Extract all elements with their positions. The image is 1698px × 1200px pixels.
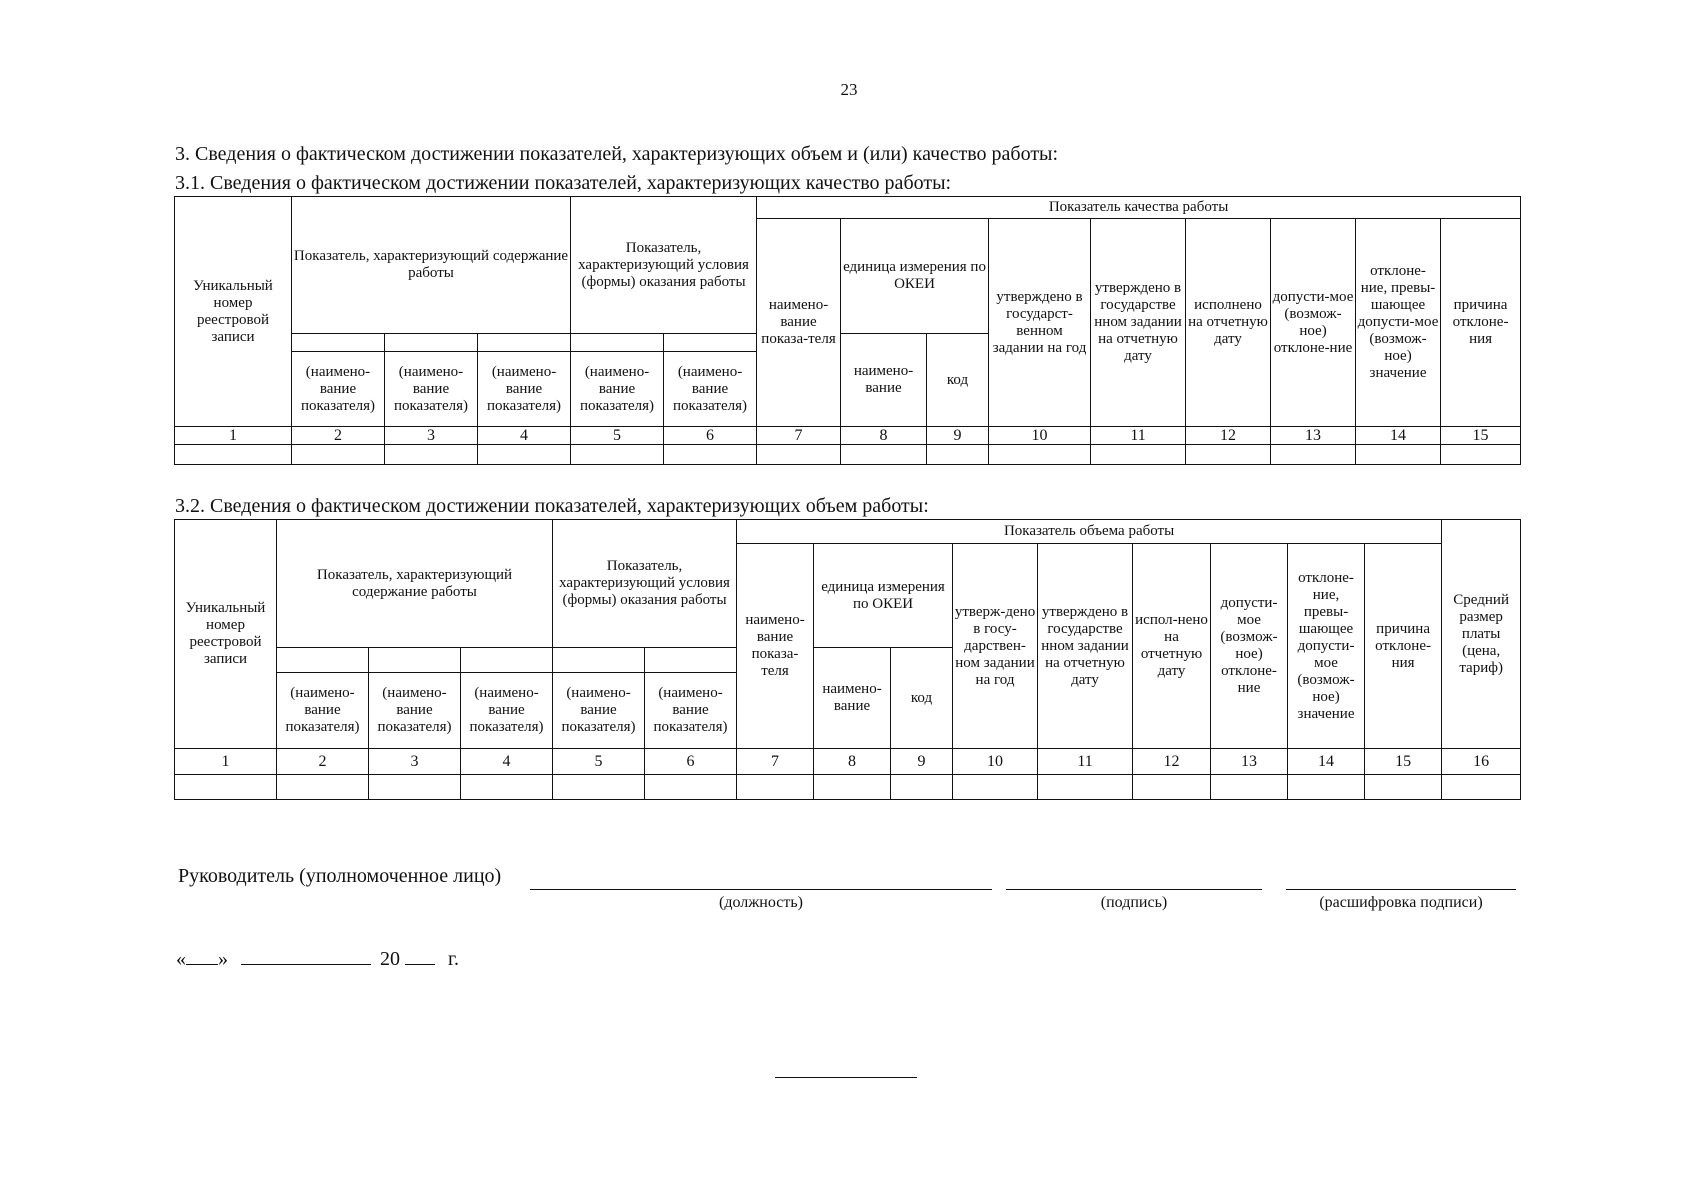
unit-code-header: код	[891, 648, 953, 749]
subindicator-label: (наимено-вание показателя)	[461, 673, 553, 749]
subindicator-label: (наимено-вание показателя)	[292, 352, 385, 427]
column-number: 1	[175, 427, 292, 445]
data-cell[interactable]	[1091, 445, 1186, 465]
average-price-header: Средний размер платы (цена, тариф)	[1442, 520, 1521, 749]
allowed-deviation-header: допусти-мое (возмож-ное) отклоне-ние	[1211, 544, 1288, 749]
year-field[interactable]	[405, 948, 435, 965]
column-number: 4	[478, 427, 571, 445]
blank-cell	[645, 648, 737, 673]
blank-cell	[478, 334, 571, 352]
column-number: 15	[1365, 749, 1442, 775]
column-number: 12	[1133, 749, 1211, 775]
column-number: 3	[369, 749, 461, 775]
signature-caption: (подпись)	[1100, 894, 1168, 911]
unit-okei-header: единица измерения по ОКЕИ	[841, 219, 989, 334]
subindicator-label: (наимено-вание показателя)	[571, 352, 664, 427]
data-cell[interactable]	[369, 775, 461, 800]
data-cell[interactable]	[664, 445, 757, 465]
column-number: 8	[841, 427, 927, 445]
column-number: 11	[1091, 427, 1186, 445]
unit-name-header: наимено-вание	[841, 334, 927, 427]
data-cell[interactable]	[571, 445, 664, 465]
done-header: испол-нено на отчетную дату	[1133, 544, 1211, 749]
column-number: 9	[927, 427, 989, 445]
blank-cell	[369, 648, 461, 673]
blank-cell	[553, 648, 645, 673]
done-header: исполнено на отчетную дату	[1186, 219, 1271, 427]
day-field[interactable]	[186, 948, 218, 965]
subindicator-label: (наимено-вание показателя)	[385, 352, 478, 427]
data-cell[interactable]	[891, 775, 953, 800]
subindicator-label: (наимено-вание показателя)	[664, 352, 757, 427]
column-number: 13	[1271, 427, 1356, 445]
reason-header: причина отклоне-ния	[1365, 544, 1442, 749]
column-number: 1	[175, 749, 277, 775]
data-cell[interactable]	[175, 775, 277, 800]
data-cell[interactable]	[1365, 775, 1442, 800]
blank-cell	[571, 334, 664, 352]
position-caption: (должность)	[719, 894, 803, 911]
subindicator-label: (наимено-вание показателя)	[645, 673, 737, 749]
data-cell[interactable]	[1133, 775, 1211, 800]
open-quote: «	[176, 948, 186, 970]
column-number: 12	[1186, 427, 1271, 445]
data-cell[interactable]	[1442, 775, 1521, 800]
close-quote: »	[218, 948, 228, 970]
position-line[interactable]	[530, 889, 992, 890]
decode-line[interactable]	[1286, 889, 1516, 890]
volume-table	[174, 519, 1521, 800]
data-cell[interactable]	[1038, 775, 1133, 800]
subindicator-label: (наимено-вание показателя)	[369, 673, 461, 749]
signature-label: Руководитель (уполномоченное лицо)	[178, 865, 502, 887]
subindicator-label: (наимено-вание показателя)	[553, 673, 645, 749]
column-number: 8	[814, 749, 891, 775]
allowed-deviation-header: допусти-мое (возмож-ное) отклоне-ние	[1271, 219, 1356, 427]
column-number: 11	[1038, 749, 1133, 775]
unit-okei-header: единица измерения по ОКЕИ	[814, 544, 953, 648]
column-number: 10	[989, 427, 1091, 445]
exceed-deviation-header: отклоне-ние, превы-шающее допусти-мое (возмож-ное) значение	[1356, 219, 1441, 427]
column-number: 7	[737, 749, 814, 775]
conditions-indicator-header: Показатель, характеризующий условия (формы) оказания работы	[571, 197, 757, 334]
indicator-name-header: наимено-вание показа-теля	[737, 544, 814, 749]
column-number: 14	[1288, 749, 1365, 775]
blank-cell	[277, 648, 369, 673]
data-cell[interactable]	[841, 445, 927, 465]
page-number: 23	[840, 80, 858, 99]
reason-header: причина отклоне-ния	[1441, 219, 1521, 427]
quality-table	[174, 196, 1521, 465]
subindicator-label: (наимено-вание показателя)	[277, 673, 369, 749]
column-number: 15	[1441, 427, 1521, 445]
data-cell[interactable]	[1288, 775, 1365, 800]
data-cell[interactable]	[478, 445, 571, 465]
blank-cell	[385, 334, 478, 352]
data-cell[interactable]	[277, 775, 369, 800]
column-number: 14	[1356, 427, 1441, 445]
column-number: 7	[757, 427, 841, 445]
data-cell[interactable]	[292, 445, 385, 465]
date-line	[176, 948, 459, 971]
data-cell[interactable]	[645, 775, 737, 800]
volume-indicator-header: Показатель объема работы	[737, 520, 1442, 544]
data-cell[interactable]	[927, 445, 989, 465]
column-number: 5	[553, 749, 645, 775]
data-cell[interactable]	[953, 775, 1038, 800]
column-number: 16	[1442, 749, 1521, 775]
data-cell[interactable]	[1186, 445, 1271, 465]
approved-year-header: утверждено в государст-венном задании на год	[989, 219, 1091, 427]
data-cell[interactable]	[1441, 445, 1521, 465]
column-number: 6	[664, 427, 757, 445]
approved-date-header: утверждено в государстве нном задании на отчетную дату	[1038, 544, 1133, 749]
year-suffix: г.	[448, 948, 459, 970]
data-cell[interactable]	[1271, 445, 1356, 465]
signature-line[interactable]	[1006, 889, 1262, 890]
content-indicator-header: Показатель, характеризующий содержание работы	[292, 197, 571, 334]
month-field[interactable]	[241, 948, 371, 965]
column-number: 2	[277, 749, 369, 775]
data-cell[interactable]	[175, 445, 292, 465]
data-cell[interactable]	[461, 775, 553, 800]
data-cell[interactable]	[757, 445, 841, 465]
unit-name-header: наимено-вание	[814, 648, 891, 749]
column-number: 4	[461, 749, 553, 775]
column-number: 3	[385, 427, 478, 445]
column-number: 9	[891, 749, 953, 775]
data-cell[interactable]	[989, 445, 1091, 465]
blank-cell	[461, 648, 553, 673]
conditions-indicator-header: Показатель, характеризующий условия (формы) оказания работы	[553, 520, 737, 648]
column-number: 5	[571, 427, 664, 445]
exceed-deviation-header: отклоне-ние, превы-шающее допусти-мое (возмож-ное) значение	[1288, 544, 1365, 749]
section-3-1-title: 3.1. Сведения о фактическом достижении показателей, характеризующих качество работы:	[175, 172, 952, 194]
unique-record-header: Уникальный номер реестровой записи	[175, 520, 277, 749]
column-number: 13	[1211, 749, 1288, 775]
data-cell[interactable]	[1356, 445, 1441, 465]
approved-date-header: утверждено в государстве нном задании на отчетную дату	[1091, 219, 1186, 427]
column-number: 2	[292, 427, 385, 445]
unique-record-header: Уникальный номер реестровой записи	[175, 197, 292, 427]
data-cell[interactable]	[1211, 775, 1288, 800]
approved-year-header: утверж-дено в госу-дарствен-ном задании на год	[953, 544, 1038, 749]
unit-code-header: код	[927, 334, 989, 427]
data-cell[interactable]	[385, 445, 478, 465]
content-indicator-header: Показатель, характеризующий содержание работы	[277, 520, 553, 648]
section-3-2-title: 3.2. Сведения о фактическом достижении показателей, характеризующих объем работы:	[175, 495, 929, 517]
data-cell[interactable]	[553, 775, 645, 800]
data-cell[interactable]	[814, 775, 891, 800]
column-number: 10	[953, 749, 1038, 775]
indicator-name-header: наимено-вание показа-теля	[757, 219, 841, 427]
quality-indicator-header: Показатель качества работы	[757, 197, 1521, 219]
data-cell[interactable]	[737, 775, 814, 800]
bottom-separator	[775, 1077, 917, 1078]
section-3-title: 3. Сведения о фактическом достижении показателей, характеризующих объем и (или) качество работы:	[175, 143, 1059, 165]
subindicator-label: (наимено-вание показателя)	[478, 352, 571, 427]
blank-cell	[664, 334, 757, 352]
year-prefix: 20	[380, 948, 400, 970]
column-number: 6	[645, 749, 737, 775]
decode-caption: (расшифровка подписи)	[1319, 894, 1483, 911]
blank-cell	[292, 334, 385, 352]
